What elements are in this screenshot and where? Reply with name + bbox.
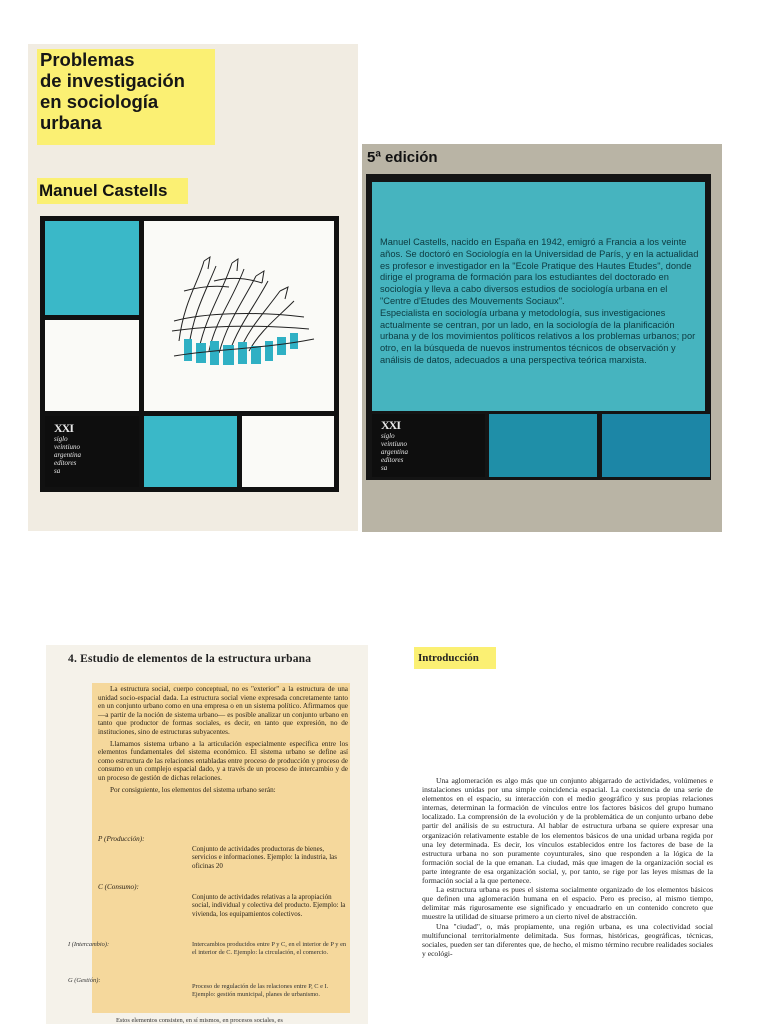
publisher-line: sa [381,464,388,472]
edition-label: 5ª edición [367,149,438,166]
publisher-imprint [372,414,485,472]
title-line: en sociología [40,91,159,112]
publisher-line: siglo [54,435,68,443]
publisher-panel [45,416,139,487]
definition-key: C (Consumo): [98,883,139,891]
front-cover [28,44,358,531]
cyan-square [144,416,237,487]
cover-artwork-grid [40,216,339,492]
publisher-line: editores [381,456,404,464]
author-bio [380,237,700,367]
body-paragraph: La estructura social, cuerpo conceptual, no es "exterior" a la estructura de una unidad socio-espacial dada. La estructura social viene expresada concretamente tanto en un conjunto urbano como en una empresa o en un sistema político. Afirmamos que —a partir de la noción de sistema urbano— es posible analizar un conjunto urbano en tanto que productor de formas sociales, es decir, en tanto que expresión, no de instituciones, sino de estructuras subyacentes. [98,685,348,736]
definition-text: Intercambios producidos entre P y C, en el interior de P y en el interior de C. Ejemplo: la circulación, el comercio. [192,941,347,956]
illustration-panel [144,221,334,411]
body-paragraph: Una aglomeración es algo más que un conjunto abigarrado de actividades, volúmenes e instalaciones unidas por una simple coincidencia espacial. La coexistencia de una serie de elementos en el espacio, su interacción con el medio geográfico y sus propias relaciones internas, determinan la formación de vínculos entre los factores básicos del grupo humano localizado. La comprensión de la evolución y de la problemática de un conjunto urbano debe partir del análisis de su estructura. Al hablar de estructura urbana se quiere expresar una organización relativamente estable de los elementos básicos de una unidad urbana regida por una ley determinada. Es decir, los vínculos establecidos entre los factores de base de la estructura urbana no son puramente coyunturales, sino que responden a la lógica de la formación social de la que emanan. La ciudad, más que imagen de la organización social es parte integrante de esa organización social, y, por tanto, se rige por las leyes mismas de la formación social a la que pertenece. [422,776,713,886]
publisher-line: siglo [381,432,395,440]
definition-key: P (Producción): [98,835,145,843]
definition-key: I (Intercambio): [68,941,110,948]
bio-paragraph: Manuel Castells, nacido en España en 1942, emigró a Francia a los veinte años. Se doctoró en Sociología en la Universidad de París, y en la actualidad es profesor e investigador en la "Ecole Pratique des Hautes Etudes", donde dirige el programa de formación para los estudiantes del doctorado en sociología y lleva a cabo diversos estudios de sociología urbana en el "Centre d'Etudes des Mouvements Sociaux". [380,237,699,306]
title-line: urbana [40,112,102,133]
definition-text: Conjunto de actividades productoras de bienes, servicios e informaciones. Ejemplo: la industria, las oficinas 20 [192,845,338,870]
publisher-line: veintiuno [381,440,408,448]
publisher-line: editores [54,459,77,467]
back-cover [362,144,722,532]
publisher-line: sa [54,467,61,475]
bio-paragraph: Especialista en sociología urbana y metodología, sus investigaciones actualmente se centran, por un lado, en la sociología de la planificación urbana y de los movimientos políticos relativos a los problemas urbanos; por otro, en la búsqueda de nuevos instrumentos técnicos de observación y análisis de datos, adecuados a una perspectiva teórica marxista. [380,307,696,365]
publisher-line: argentina [381,448,408,456]
introduction-body [422,776,713,958]
body-paragraph: Por consiguiente, los elementos del sistema urbano serán: [110,785,276,794]
body-paragraph: Una "ciudad", o, más propiamente, una región urbana, es una colectividad social multifuncional territorialmente delimitada. Sus formas, históricas, geográficas, técnicas, sociales, pueden ser tan diferentes que, de hecho, el mismo término recubre realidades sociales y ecológi- [422,921,713,958]
section-heading: Introducción [414,647,496,669]
title-line: Problemas [40,49,135,70]
author-name: Manuel Castells [37,178,188,204]
body-paragraph: La estructura urbana es pues el sistema socialmente organizado de los elementos básicos que definen una aglomeración humana en el espacio. Pero es preciso, al mismo tiempo, delimitar más rigurosamente ese significado y encuadrarlo en un contenido concreto que muestre la utilidad de situarse primero a un cierto nivel de abstracción. [422,885,713,922]
chapter-body [98,685,348,797]
publisher-logo: XXI [54,421,74,435]
white-square [45,320,139,411]
publisher-panel [372,414,485,477]
left-page [46,645,368,1024]
blue-square [602,414,710,477]
chapter-title: 4. Estudio de elementos de la estructura urbana [68,653,312,665]
publisher-line: veintiuno [54,443,81,451]
white-square [242,416,334,487]
publisher-line: argentina [54,451,81,459]
book-title [37,49,215,145]
body-paragraph: Llamamos sistema urbano a la articulación especialmente específica entre los elementos fundamentales del sistema económico. El sistema urbano se define así como estructura de las relaciones entabladas entre proceso de producción y proceso de consumo en un complejo espacial dado, y a través de un proceso de intercambio y de un proceso de gestión de dichas relaciones. [98,739,348,782]
right-page [386,645,722,1024]
cyan-square [45,221,139,315]
title-line: de investigación [40,70,185,91]
definition-text: Proceso de regulación de las relaciones entre P, C e I. Ejemplo: gestión municipal, planes de urbanismo. [192,983,329,998]
definition-key: G (Gestión): [68,977,101,984]
closing-line: Estos elementos consisten, en sí mismos, en procesos sociales, es [116,1017,283,1024]
blue-square [489,414,597,477]
definition-text: Conjunto de actividades relativas a la apropiación social, individual y colectiva del producto. Ejemplo: la vivienda, los equipamientos colectivos. [192,893,346,918]
publisher-logo: XXI [381,418,401,432]
publisher-imprint [45,416,139,475]
urban-sketch-illustration [144,221,334,411]
